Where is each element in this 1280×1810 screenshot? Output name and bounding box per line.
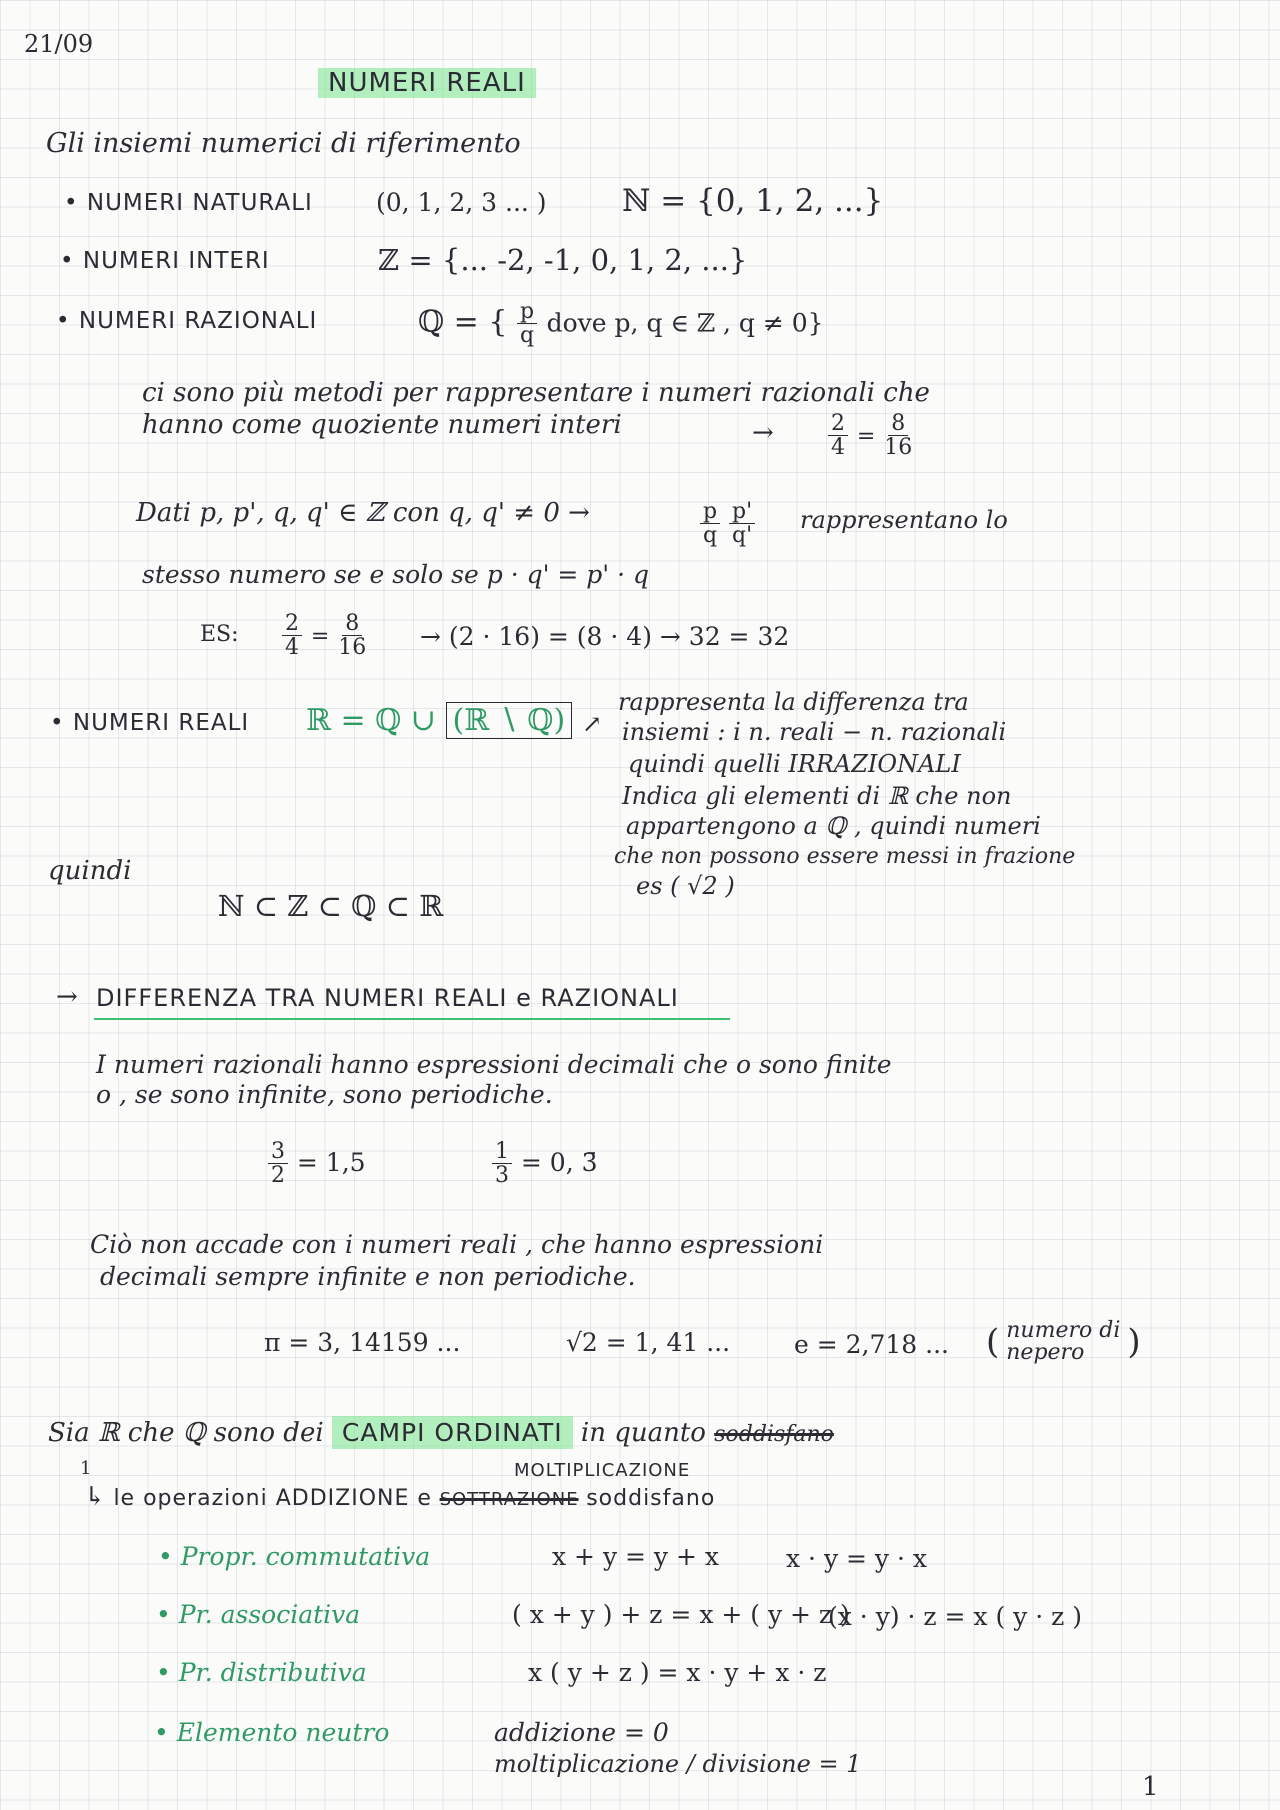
property-name-neutro: • Elemento neutro bbox=[154, 1718, 390, 1747]
razionali-condition: dove p, q ∈ ℤ , q ≠ 0} bbox=[546, 308, 824, 338]
page-number: 1 bbox=[1142, 1772, 1159, 1802]
reali-formula bbox=[306, 703, 572, 738]
rational-example bbox=[828, 412, 912, 459]
reali-note-1: rappresenta la differenza tra bbox=[618, 688, 969, 716]
campi-mid: in quanto bbox=[580, 1418, 706, 1448]
equals-sign: = bbox=[310, 624, 330, 650]
property-name-associativa: • Pr. associativa bbox=[156, 1600, 361, 1629]
intro-line: Gli insiemi numerici di riferimento bbox=[46, 128, 521, 159]
interi-label: • NUMERI INTERI bbox=[60, 248, 270, 274]
fraction-denominator: 3 bbox=[495, 1163, 509, 1189]
neutro-addizione: addizione = 0 bbox=[494, 1718, 669, 1747]
reali-note-5: appartengono a ℚ , quindi numeri bbox=[626, 812, 1041, 840]
fraction-denominator: q bbox=[519, 323, 535, 349]
fraction bbox=[828, 412, 848, 459]
fraction bbox=[700, 500, 720, 547]
naturali-label: • NUMERI NATURALI bbox=[64, 190, 313, 216]
razionali-fraction bbox=[517, 300, 537, 347]
diff-paragraph1-line2: o , se sono infinite, sono periodiche. bbox=[96, 1080, 553, 1109]
campi-line bbox=[48, 1420, 834, 1446]
diff-paragraph2-line1: Ciò non accade con i numeri reali , che hanno espressioni bbox=[90, 1230, 824, 1259]
fraction-denominator: 2 bbox=[271, 1163, 285, 1189]
reali-label: • NUMERI REALI bbox=[50, 710, 250, 736]
equivalence-line2: stesso numero se e solo se p · q' = p' · q bbox=[142, 560, 650, 589]
rational-note-line1: ci sono più metodi per rappresentare i numeri razionali che bbox=[142, 378, 930, 408]
razionali-formula bbox=[418, 300, 824, 347]
fraction-numerator: p' bbox=[729, 500, 755, 524]
fraction-numerator: 1 bbox=[492, 1140, 512, 1164]
arrow-icon: → bbox=[752, 418, 774, 448]
e-value: e = 2,718 ... bbox=[794, 1330, 949, 1359]
fraction-denominator: q' bbox=[732, 523, 753, 549]
razionali-symbol: ℚ = { bbox=[418, 304, 508, 340]
fraction bbox=[884, 412, 912, 459]
e-note-top: numero di bbox=[1006, 1318, 1121, 1343]
naturali-examples: (0, 1, 2, 3 ... ) bbox=[376, 188, 547, 217]
equivalence-line1: Dati p, p', q, q' ∈ ℤ con q, q' ≠ 0 → bbox=[136, 498, 590, 528]
decimal-example-1 bbox=[268, 1140, 366, 1187]
page-title: NUMERI REALI bbox=[318, 68, 536, 98]
footnote-mark: 1 bbox=[80, 1458, 92, 1479]
equivalence-line1-end: rappresentano lo bbox=[800, 506, 1008, 534]
ops-above: MOLTIPLICAZIONE bbox=[514, 1460, 691, 1481]
decimal-value: = 0, 3̄ bbox=[520, 1148, 598, 1178]
ops-line bbox=[84, 1484, 715, 1510]
fraction-numerator: 8 bbox=[888, 412, 908, 436]
fraction-denominator: q bbox=[703, 523, 718, 549]
property-formula: x · y = y · x bbox=[786, 1544, 927, 1573]
arrow-icon: → bbox=[56, 982, 78, 1012]
fraction bbox=[492, 1140, 512, 1187]
fraction-numerator: 8 bbox=[342, 612, 362, 636]
reali-note-4: Indica gli elementi di ℝ che non bbox=[622, 782, 1012, 810]
paren-open: ( bbox=[986, 1322, 1000, 1362]
quindi-label: quindi bbox=[48, 856, 132, 886]
ops-end: soddisfano bbox=[586, 1486, 716, 1511]
property-formula: x ( y + z ) = x · y + x · z bbox=[528, 1658, 827, 1687]
date: 21/09 bbox=[24, 30, 94, 58]
fraction-numerator: p bbox=[700, 500, 720, 524]
fraction-denominator: 16 bbox=[884, 435, 913, 461]
pi-value: π = 3, 14159 ... bbox=[264, 1328, 461, 1357]
decimal-example-2 bbox=[492, 1140, 598, 1187]
fraction-numerator: 2 bbox=[828, 412, 848, 436]
sqrt2-value: √2 = 1, 41 ... bbox=[566, 1328, 731, 1357]
fraction bbox=[338, 612, 366, 659]
property-name-commutativa: • Propr. commutativa bbox=[158, 1542, 431, 1571]
ops-arrow: ↳ bbox=[84, 1482, 106, 1512]
rational-note-line2: hanno come quoziente numeri interi bbox=[142, 410, 622, 440]
reali-note-7: es ( √2 ) bbox=[636, 872, 735, 900]
decimal-value: = 1,5 bbox=[296, 1148, 366, 1178]
fraction bbox=[268, 1140, 288, 1187]
ops-strikethrough: SOTTRAZIONE bbox=[439, 1489, 579, 1510]
fraction bbox=[282, 612, 302, 659]
e-note bbox=[986, 1320, 1141, 1364]
campi-highlight: CAMPI ORDINATI bbox=[332, 1416, 573, 1449]
property-formula: ( x + y ) + z = x + ( y + z ) bbox=[512, 1600, 850, 1629]
fraction-numerator: 3 bbox=[268, 1140, 288, 1164]
e-note-bottom: nepero bbox=[1006, 1340, 1085, 1365]
property-name-distributiva: • Pr. distributiva bbox=[156, 1658, 367, 1687]
interi-formula: ℤ = {... -2, -1, 0, 1, 2, ...} bbox=[378, 243, 748, 277]
equivalence-fractions bbox=[700, 500, 755, 547]
property-formula: x + y = y + x bbox=[552, 1542, 719, 1571]
example-label: ES: bbox=[200, 622, 239, 647]
property-formula: (x · y) · z = x ( y · z ) bbox=[828, 1602, 1083, 1631]
campi-start: Sia ℝ che ℚ sono dei bbox=[48, 1418, 324, 1448]
reali-note-3: quindi quelli IRRAZIONALI bbox=[628, 750, 961, 778]
fraction-denominator: 4 bbox=[831, 435, 845, 461]
equals-sign: = bbox=[856, 424, 876, 450]
paren-close: ) bbox=[1127, 1322, 1141, 1362]
reali-formula-start: ℝ = ℚ ∪ bbox=[306, 703, 436, 738]
reali-note-2: insiemi : i n. reali − n. razionali bbox=[622, 718, 1007, 746]
arrow-icon: ↗ bbox=[582, 710, 603, 738]
reali-note-6: che non possono essere messi in frazione bbox=[614, 844, 1076, 869]
section-underline bbox=[94, 1018, 730, 1020]
fraction-numerator: 2 bbox=[282, 612, 302, 636]
diff-paragraph1-line1: I numeri razionali hanno espressioni decimali che o sono finite bbox=[96, 1050, 892, 1079]
campi-strikethrough: soddisfano bbox=[714, 1422, 834, 1447]
section-title-difference: DIFFERENZA TRA NUMERI REALI e RAZIONALI bbox=[96, 984, 679, 1012]
fraction-denominator: 4 bbox=[285, 635, 299, 661]
diff-paragraph2-line2: decimali sempre infinite e non periodiche. bbox=[100, 1262, 636, 1291]
example-calculation: → (2 · 16) = (8 · 4) → 32 = 32 bbox=[420, 622, 790, 651]
ops-start: le operazioni ADDIZIONE e bbox=[113, 1486, 432, 1511]
example-fractions bbox=[282, 612, 366, 659]
neutro-moltiplicazione: moltiplicazione / divisione = 1 bbox=[494, 1750, 862, 1778]
irrational-set-box: (ℝ ∖ ℚ) bbox=[446, 702, 573, 739]
fraction-denominator: 16 bbox=[338, 635, 367, 661]
set-inclusion: ℕ ⊂ ℤ ⊂ ℚ ⊂ ℝ bbox=[218, 889, 444, 923]
fraction-numerator: p bbox=[517, 300, 537, 324]
fraction bbox=[729, 500, 755, 547]
razionali-label: • NUMERI RAZIONALI bbox=[56, 308, 318, 334]
naturali-formula: ℕ = {0, 1, 2, ...} bbox=[622, 183, 884, 219]
